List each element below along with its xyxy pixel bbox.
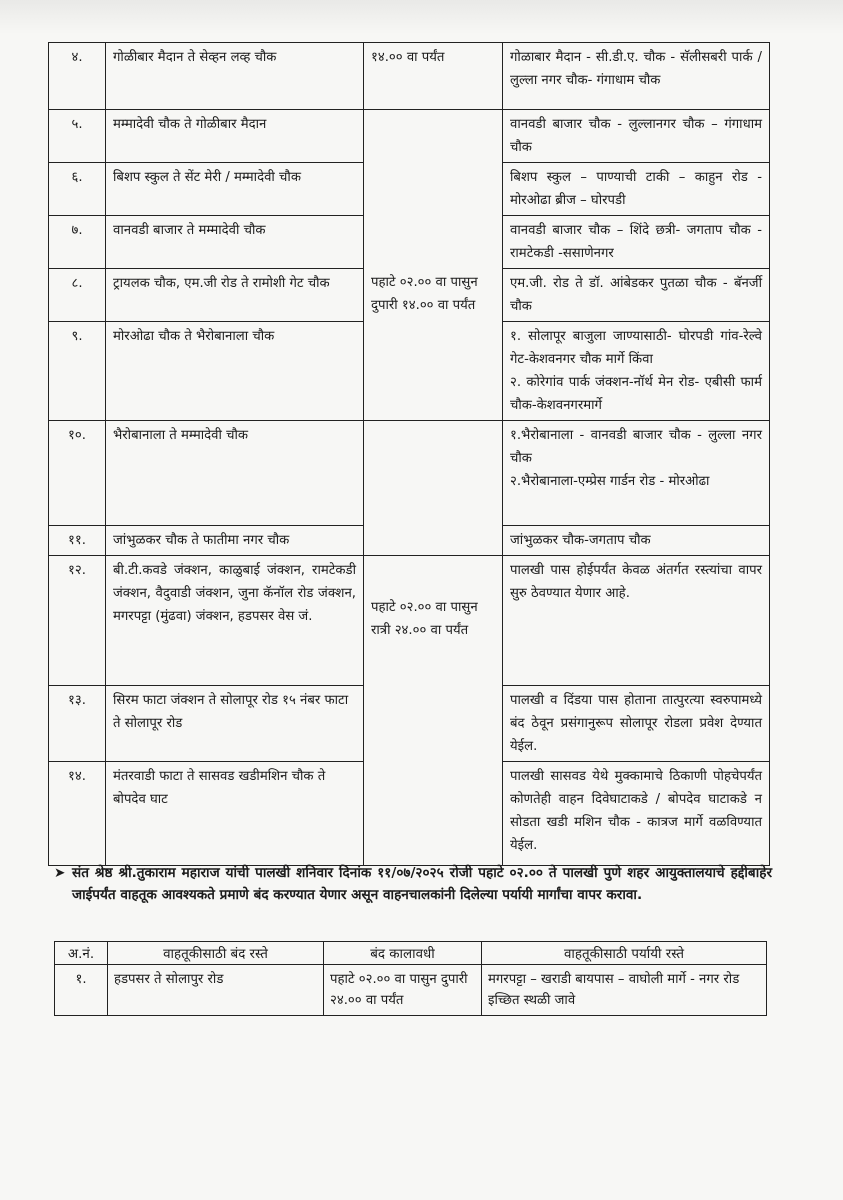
- row-number: १२.: [49, 556, 106, 686]
- row-number: ५.: [49, 110, 106, 163]
- row-number: १३.: [49, 686, 106, 762]
- alternate-route-option: २. कोरेगांव पार्क जंक्शन-नॉर्थ मेन रोड- एबीसी फार्म चौक-केशवनगरमार्गे: [510, 375, 762, 413]
- header-closure-period: बंद कालावधी: [324, 942, 482, 965]
- table-row: [55, 965, 767, 1016]
- row-number: ११.: [49, 526, 106, 556]
- closed-road: ट्रायलक चौक, एम.जी रोड ते रामोशी गेट चौक: [106, 269, 364, 322]
- closed-road: बिशप स्कुल ते सेंट मेरी / मम्मादेवी चौक: [106, 163, 364, 216]
- table-row: [49, 421, 770, 526]
- row-number: १०.: [49, 421, 106, 526]
- closed-road: मंतरवाडी फाटा ते सासवड खडीमशिन चौक ते बोपदेव घाट: [106, 762, 364, 866]
- closure-time: १४.०० वा पर्यंत: [364, 43, 503, 110]
- alternate-route-option: १. सोलापूर बाजुला जाण्यासाठी- घोरपडी गांव-रेल्वे गेट-केशवनगर चौक मार्गे किंवा: [510, 329, 762, 367]
- alternate-route: एम.जी. रोड ते डॉ. आंबेडकर पुतळा चौक - बॅनर्जी चौक: [503, 269, 770, 322]
- alternate-route-option: १.भैरोबानाला - वानवडी बाजार चौक - लुल्ला नगर चौक: [510, 428, 762, 466]
- header-serial: अ.नं.: [55, 942, 108, 965]
- row-number: ८.: [49, 269, 106, 322]
- closed-road: भैरोबानाला ते मम्मादेवी चौक: [106, 421, 364, 526]
- closed-road: हडपसर ते सोलापुर रोड: [108, 965, 324, 1016]
- closed-road: गोळीबार मैदान ते सेव्हन लव्ह चौक: [106, 43, 364, 110]
- alternate-route: बिशप स्कुल – पाण्याची टाकी – काहुन रोड - मोरओढा ब्रीज – घोरपडी: [503, 163, 770, 216]
- table-row: [49, 43, 770, 110]
- alternate-route: मगरपट्टा – खराडी बायपास – वाघोली मार्गे - नगर रोड इच्छित स्थळी जावे: [482, 965, 767, 1016]
- closure-time-empty: [364, 421, 503, 556]
- row-number: १४.: [49, 762, 106, 866]
- closure-time: पहाटे ०२.०० वा पासुन रात्री २४.०० वा पर्यंत: [364, 556, 503, 866]
- row-number: १.: [55, 965, 108, 1016]
- road-closure-table: [48, 42, 770, 866]
- alternate-route: [503, 322, 770, 421]
- header-alternate-route: वाहतूकीसाठी पर्यायी रस्ते: [482, 942, 767, 965]
- table-row: [49, 110, 770, 163]
- header-closed-road: वाहतूकीसाठी बंद रस्ते: [108, 942, 324, 965]
- closed-road: वानवडी बाजार ते मम्मादेवी चौक: [106, 216, 364, 269]
- row-number: ४.: [49, 43, 106, 110]
- alternate-route: वानवडी बाजार चौक - लुल्लानगर चौक – गंगाधाम चौक: [503, 110, 770, 163]
- alternate-route-option: २.भैरोबानाला-एम्प्रेस गार्डन रोड - मोरओढा: [510, 474, 710, 489]
- arrow-bullet-icon: ➤: [54, 865, 66, 881]
- alternate-route: [503, 421, 770, 526]
- row-number: ९.: [49, 322, 106, 421]
- closed-road: जांभुळकर चौक ते फातीमा नगर चौक: [106, 526, 364, 556]
- hadapsar-closure-table: [54, 941, 767, 1016]
- notice-text: संत श्रेष्ठ श्री.तुकाराम महाराज यांची पालखी शनिवार दिनांक ११/०७/२०२५ रोजी पहाटे ०२.०० ते पालखी पुणे शहर आयुक्तालयाचे हद्दीबाहेर जाईपर्यंत वाहतूक आवश्यकते प्रमाणे बंद करण्यात येणार असून वाहनचालकांनी दिलेल्या पर्यायी मार्गांचा वापर करावा.: [72, 865, 772, 903]
- top-scan-edge: [0, 0, 843, 34]
- alternate-route: जांभुळकर चौक-जगताप चौक: [503, 526, 770, 556]
- alternate-route: गोळाबार मैदान - सी.डी.ए. चौक - सॅलीसबरी पार्क / लुल्ला नगर चौक- गंगाधाम चौक: [503, 43, 770, 110]
- table-header-row: [55, 942, 767, 965]
- closed-road: सिरम फाटा जंक्शन ते सोलापूर रोड १५ नंबर फाटा ते सोलापूर रोड: [106, 686, 364, 762]
- alternate-route: पालखी पास होईपर्यंत केवळ अंतर्गत रस्त्यांचा वापर सुरु ठेवण्यात येणार आहे.: [503, 556, 770, 686]
- palkhi-notice: [54, 862, 772, 906]
- closure-time: पहाटे ०२.०० वा पासुन दुपारी १४.०० वा पर्यंत: [364, 110, 503, 421]
- row-number: ६.: [49, 163, 106, 216]
- alternate-route: पालखी सासवड येथे मुक्कामाचे ठिकाणी पोहचेपर्यंत कोणतेही वाहन दिवेघाटाकडे / बोपदेव घाटाकडे न सोडता खडी मशिन चौक - कात्रज मार्गे वळविण्यात येईल.: [503, 762, 770, 866]
- alternate-route: वानवडी बाजार चौक – शिंदे छत्री- जगताप चौक - रामटेकडी -ससाणेनगर: [503, 216, 770, 269]
- table-row: [49, 556, 770, 686]
- closed-road: बी.टी.कवडे जंक्शन, काळुबाई जंक्शन, रामटेकडी जंक्शन, वैदुवाडी जंक्शन, जुना कॅनॉल रोड जंक्शन, मगरपट्टा (मुंढवा) जंक्शन, हडपसर वेस जं.: [106, 556, 364, 686]
- row-number: ७.: [49, 216, 106, 269]
- closure-time: पहाटे ०२.०० वा पासुन दुपारी २४.०० वा पर्यंत: [324, 965, 482, 1016]
- closed-road: मोरओढा चौक ते भैरोबानाला चौक: [106, 322, 364, 421]
- alternate-route: पालखी व दिंडया पास होताना तात्पुरत्या स्वरुपामध्ये बंद ठेवून प्रसंगानुरूप सोलापूर रोडला प्रवेश देण्यात येईल.: [503, 686, 770, 762]
- closed-road: मम्मादेवी चौक ते गोळीबार मैदान: [106, 110, 364, 163]
